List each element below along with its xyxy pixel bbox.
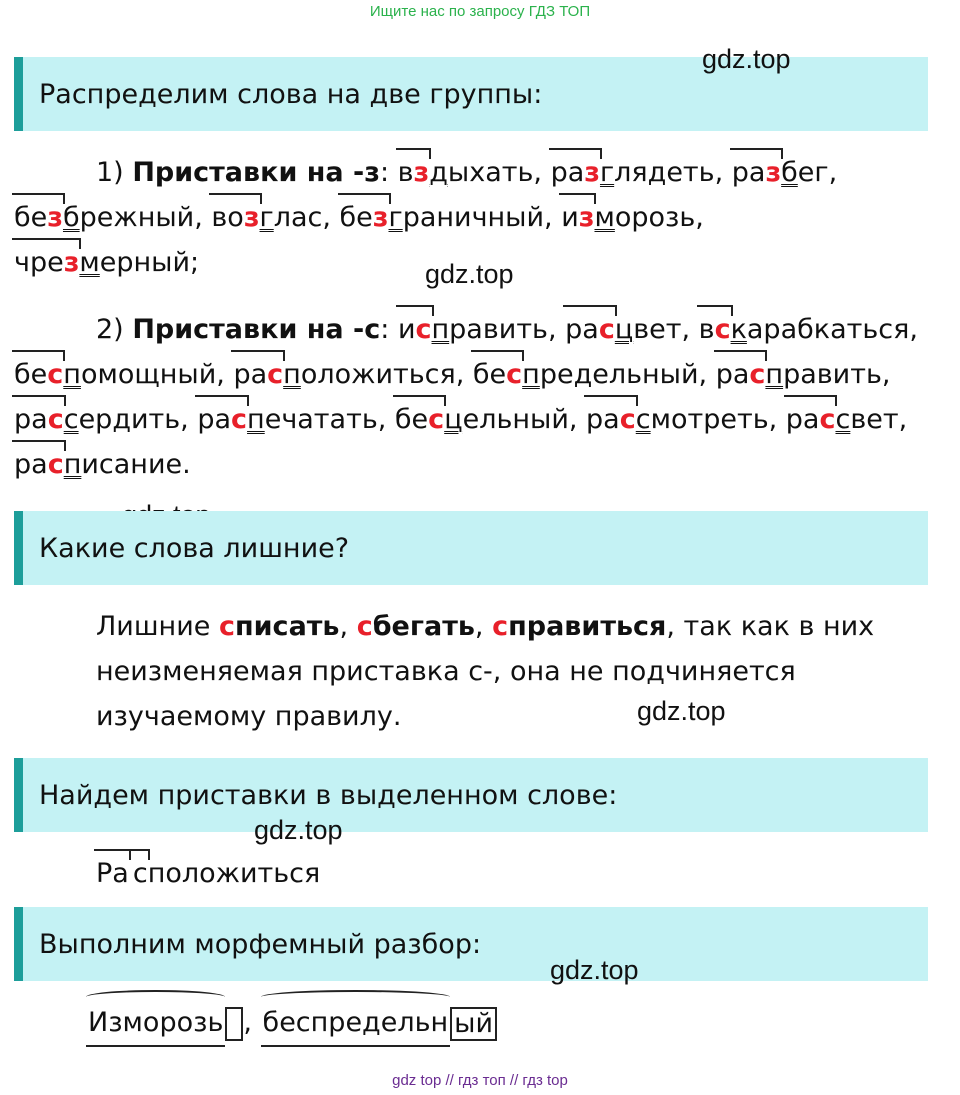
group2-paragraph: 2) Приставки на -с: исправить, расцвет, вскарабкаться, беспомощный, расположиться, беспредельный, расправить, рассердить, распечатать, бесцельный, рассмотреть, рассвет, расписание. — [14, 307, 934, 487]
section-heading-find-prefixes — [14, 758, 928, 832]
extra-words-paragraph: Лишние списать, сбегать, справиться, так как в них неизменяемая приставка с-, она не подчиняется изучаемому правилу. — [96, 611, 875, 732]
watermark: gdz.top — [550, 955, 639, 985]
heading-text: Распределим слова на две группы: — [39, 78, 543, 110]
group1-paragraph: 1) Приставки на -з: вздыхать, разглядеть, разбег, безбрежный, возглас, безграничный, изморозь, чрезмерный; — [14, 150, 934, 285]
morpheme-word-2: беспредельн — [261, 1000, 451, 1047]
footer-links[interactable]: gdz top // гдз топ // гдз top — [392, 1072, 568, 1089]
heading-text: Найдем приставки в выделенном слове: — [39, 779, 618, 811]
watermark: gdz.top — [637, 696, 726, 726]
section-heading-groups — [14, 57, 928, 131]
morpheme-analysis: Изморозь , беспредельн ый — [86, 1000, 960, 1047]
heading-text: Какие слова лишние? — [39, 532, 350, 564]
highlighted-word: Ра сположиться — [96, 851, 960, 896]
section-heading-morpheme — [14, 907, 928, 981]
morpheme-word-1: Изморозь — [86, 1000, 225, 1047]
section-heading-extra-words — [14, 511, 928, 585]
zero-ending — [225, 1007, 243, 1041]
ending: ый — [450, 1007, 497, 1041]
watermark: gdz.top — [254, 815, 343, 845]
top-banner[interactable]: Ищите нас по запросу ГДЗ ТОП — [369, 3, 591, 20]
group1-title: Приставки на -з — [132, 157, 380, 188]
group2-title: Приставки на -с — [132, 314, 381, 345]
watermark: gdz.top — [425, 259, 514, 289]
heading-text: Выполним морфемный разбор: — [39, 928, 482, 960]
watermark: gdz.top — [702, 44, 791, 74]
